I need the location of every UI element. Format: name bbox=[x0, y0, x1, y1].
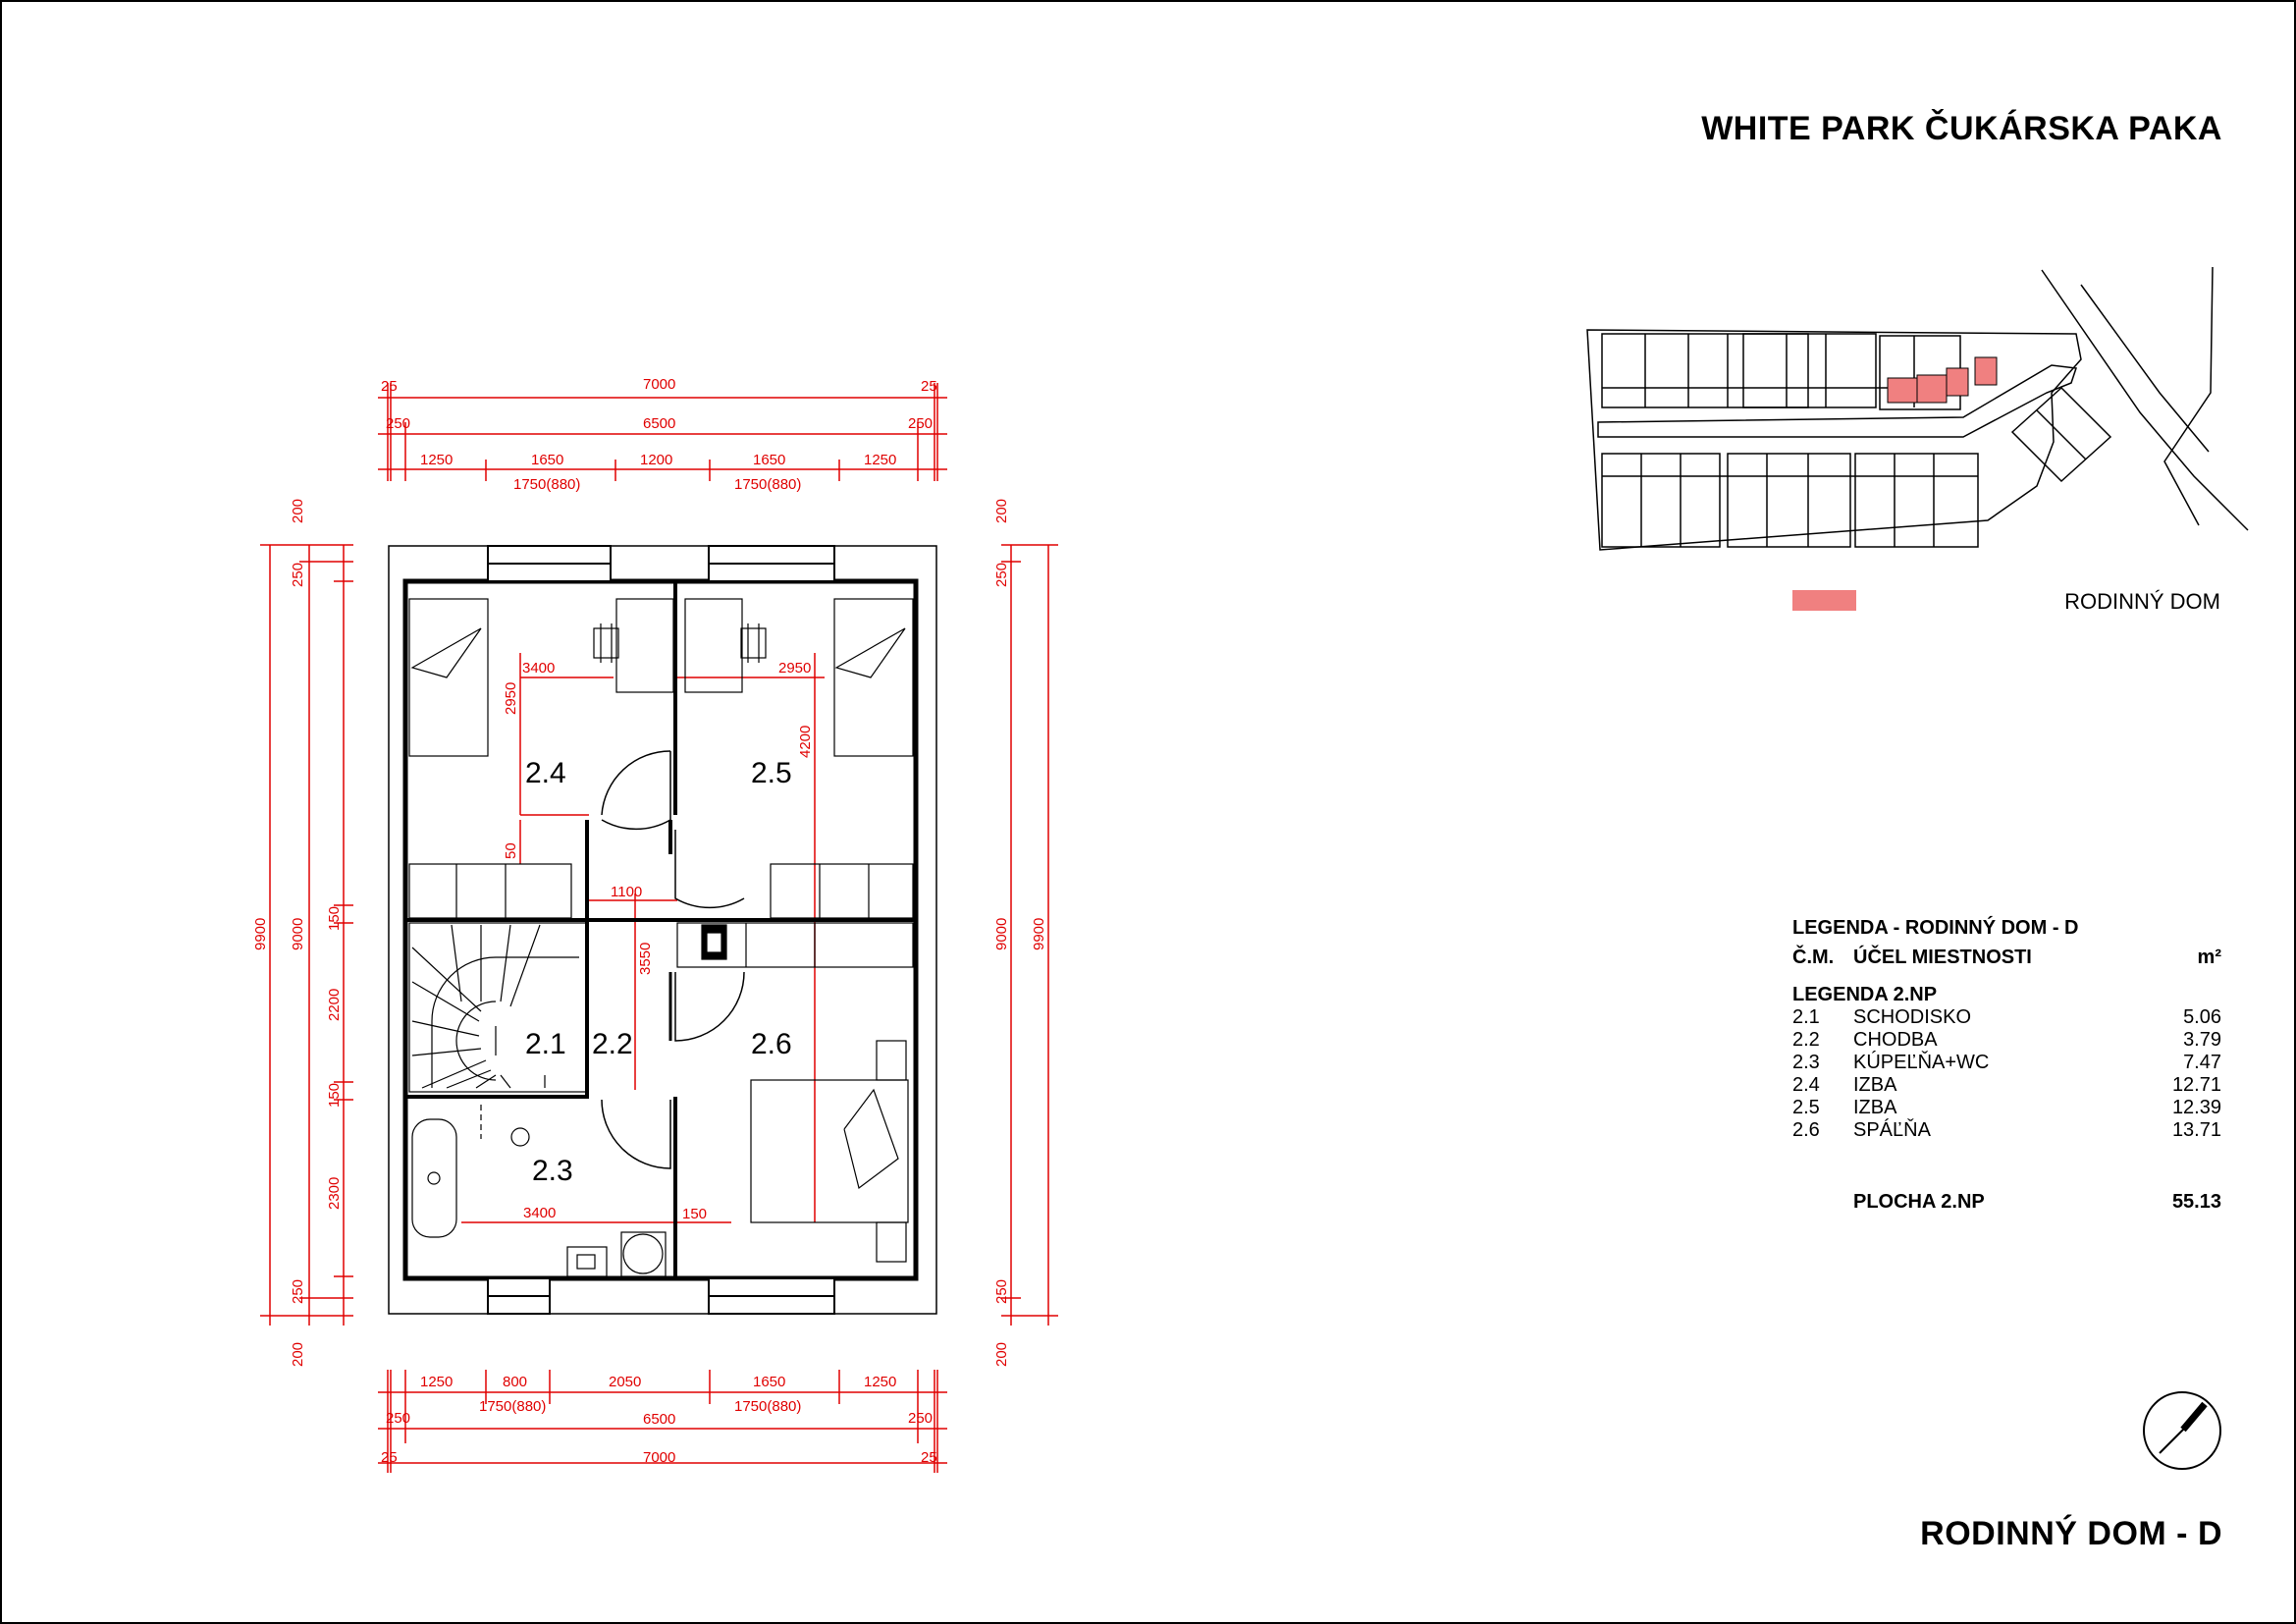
dim-top-seg-3: 1200 bbox=[640, 452, 673, 468]
dim-right-bottom-200: 200 bbox=[993, 1341, 1010, 1367]
dim-right-bottom-250: 250 bbox=[993, 1278, 1010, 1304]
dim-top-seg-5: 1250 bbox=[864, 452, 897, 468]
legend-room-area: 12.39 bbox=[2171, 1097, 2221, 1118]
room-label-2.2: 2.2 bbox=[592, 1028, 633, 1060]
staircase bbox=[409, 923, 586, 1092]
site-plan-label: RODINNÝ DOM bbox=[2064, 589, 2220, 614]
site-highlighted-house bbox=[1888, 357, 1997, 403]
dim-bottom-window-right: 1750(880) bbox=[734, 1398, 802, 1415]
dim-top-wall-left: 250 bbox=[386, 415, 411, 432]
site-houses-east bbox=[2012, 388, 2110, 481]
legend-room-number: 2.2 bbox=[1792, 1029, 1820, 1051]
dim-r24-50: 50 bbox=[503, 842, 519, 859]
legend-row bbox=[1792, 1052, 2221, 1074]
site-street bbox=[1598, 365, 2076, 437]
dim-bottom-seg-2: 800 bbox=[503, 1374, 528, 1390]
room-label-2.6: 2.6 bbox=[751, 1028, 792, 1060]
dim-top-seg-1: 1250 bbox=[420, 452, 454, 468]
dim-right-top-250: 250 bbox=[993, 562, 1010, 587]
site-legend-swatch bbox=[1792, 590, 1856, 611]
legend-room-number: 2.4 bbox=[1792, 1074, 1820, 1096]
bed-2.4 bbox=[409, 599, 488, 756]
site-road-line bbox=[2164, 267, 2213, 525]
dim-bottom-total: 7000 bbox=[643, 1449, 676, 1466]
legend-room-number: 2.5 bbox=[1792, 1097, 1820, 1118]
dim-left-bottom-250: 250 bbox=[290, 1278, 306, 1304]
dim-top-seg-2: 1650 bbox=[531, 452, 564, 468]
dim-top-window-left: 1750(880) bbox=[513, 476, 581, 493]
dim-r24-depth: 2950 bbox=[503, 681, 519, 715]
legend-title: LEGENDA - RODINNÝ DOM - D bbox=[1792, 917, 2079, 939]
room-label-2.4: 2.4 bbox=[525, 757, 566, 789]
double-bed bbox=[751, 1080, 908, 1222]
dim-bottom-seg-4: 1650 bbox=[753, 1374, 786, 1390]
dim-bottom-edge-right: 25 bbox=[921, 1449, 937, 1466]
bed-2.5 bbox=[834, 599, 913, 756]
dim-bottom-seg-5: 1250 bbox=[864, 1374, 897, 1390]
dim-r25-width: 2950 bbox=[778, 660, 812, 677]
dim-top-edge-left: 25 bbox=[381, 378, 398, 395]
dim-bottom-inner: 6500 bbox=[643, 1411, 676, 1428]
dim-left-bottom-200: 200 bbox=[290, 1341, 306, 1367]
site-boundary bbox=[1587, 330, 2081, 550]
dim-top-wall-right: 250 bbox=[908, 415, 934, 432]
legend-room-number: 2.3 bbox=[1792, 1052, 1820, 1073]
dim-left-150b: 150 bbox=[326, 1082, 343, 1108]
dim-left-2200: 2200 bbox=[326, 988, 343, 1021]
dim-left-2300: 2300 bbox=[326, 1176, 343, 1210]
dim-bottom-wall-right: 250 bbox=[908, 1410, 934, 1427]
legend-row bbox=[1792, 1119, 2221, 1142]
site-plan bbox=[1587, 267, 2248, 550]
legend-row bbox=[1792, 1097, 2221, 1119]
dim-hall-depth: 3550 bbox=[637, 942, 654, 975]
room-label-2.1: 2.1 bbox=[525, 1028, 566, 1060]
dim-left-inner: 9000 bbox=[290, 917, 306, 950]
wardrobe-2.4 bbox=[409, 864, 571, 918]
dim-r25-depth: 4200 bbox=[797, 725, 814, 758]
legend-col-area: m² bbox=[2197, 947, 2221, 968]
legend-total-row bbox=[1792, 1191, 2221, 1214]
furniture bbox=[409, 599, 913, 1276]
legend-room-area: 13.71 bbox=[2171, 1119, 2221, 1141]
sheet-title: RODINNÝ DOM - D bbox=[1920, 1515, 2222, 1552]
wardrobe-2.5 bbox=[771, 864, 913, 918]
dim-hall-width: 1100 bbox=[611, 884, 643, 900]
dim-left-top-250: 250 bbox=[290, 562, 306, 587]
legend-room-name: SCHODISKO bbox=[1853, 1006, 1972, 1028]
dim-top-total: 7000 bbox=[643, 376, 676, 393]
legend-room-name: IZBA bbox=[1853, 1074, 1897, 1096]
dim-bottom-window-left: 1750(880) bbox=[479, 1398, 547, 1415]
legend-room-area: 7.47 bbox=[2183, 1052, 2221, 1073]
dim-bath-150: 150 bbox=[682, 1206, 708, 1222]
dim-top-inner: 6500 bbox=[643, 415, 676, 432]
legend-room-name: SPÁĽŇA bbox=[1853, 1119, 1931, 1141]
dim-bottom-edge-left: 25 bbox=[381, 1449, 398, 1466]
legend-room-name: CHODBA bbox=[1853, 1029, 1938, 1051]
dim-right-total: 9900 bbox=[1031, 917, 1047, 950]
dim-top-window-right: 1750(880) bbox=[734, 476, 802, 493]
north-arrow-icon bbox=[2144, 1392, 2220, 1469]
bathtub bbox=[412, 1119, 456, 1237]
legend-row bbox=[1792, 1006, 2221, 1029]
dim-left-150a: 150 bbox=[326, 905, 343, 931]
legend-header-row bbox=[1792, 947, 2221, 969]
dim-left-top-200: 200 bbox=[290, 498, 306, 523]
legend-total-label: PLOCHA 2.NP bbox=[1853, 1191, 1985, 1213]
site-houses-south bbox=[1602, 454, 1978, 547]
dim-bottom-seg-3: 2050 bbox=[609, 1374, 642, 1390]
dim-top-edge-right: 25 bbox=[921, 378, 937, 395]
legend-col-number: Č.M. bbox=[1792, 947, 1835, 968]
legend-room-name: KÚPEĽŇA+WC bbox=[1853, 1052, 1990, 1073]
legend-total-value: 55.13 bbox=[2171, 1191, 2221, 1213]
legend-room-area: 12.71 bbox=[2171, 1074, 2221, 1096]
dim-bottom-seg-1: 1250 bbox=[420, 1374, 454, 1390]
sink bbox=[567, 1247, 607, 1276]
legend-table bbox=[1792, 917, 2221, 1214]
legend-room-area: 3.79 bbox=[2183, 1029, 2221, 1051]
dim-right-top-200: 200 bbox=[993, 498, 1010, 523]
legend-room-number: 2.6 bbox=[1792, 1119, 1820, 1141]
shower bbox=[621, 1232, 666, 1276]
dim-bath-width: 3400 bbox=[523, 1205, 557, 1221]
dim-left-total: 9900 bbox=[252, 917, 269, 950]
legend-row bbox=[1792, 1074, 2221, 1097]
legend-room-area: 5.06 bbox=[2183, 1006, 2221, 1028]
project-title: WHITE PARK ČUKÁRSKA PAKA bbox=[1701, 110, 2222, 147]
legend-col-purpose: ÚČEL MIESTNOSTI bbox=[1853, 947, 2032, 968]
desk-2.4 bbox=[616, 599, 673, 692]
legend-row bbox=[1792, 1029, 2221, 1052]
dim-top-seg-4: 1650 bbox=[753, 452, 786, 468]
dim-right-inner: 9000 bbox=[993, 917, 1010, 950]
legend-room-name: IZBA bbox=[1853, 1097, 1897, 1118]
room-label-2.3: 2.3 bbox=[532, 1155, 573, 1187]
legend-subtitle: LEGENDA 2.NP bbox=[1792, 984, 1938, 1005]
dim-r24-width: 3400 bbox=[522, 660, 556, 677]
room-label-2.5: 2.5 bbox=[751, 757, 792, 789]
dim-bottom-wall-left: 250 bbox=[386, 1410, 411, 1427]
legend-room-number: 2.1 bbox=[1792, 1006, 1820, 1028]
walls bbox=[389, 546, 936, 1314]
